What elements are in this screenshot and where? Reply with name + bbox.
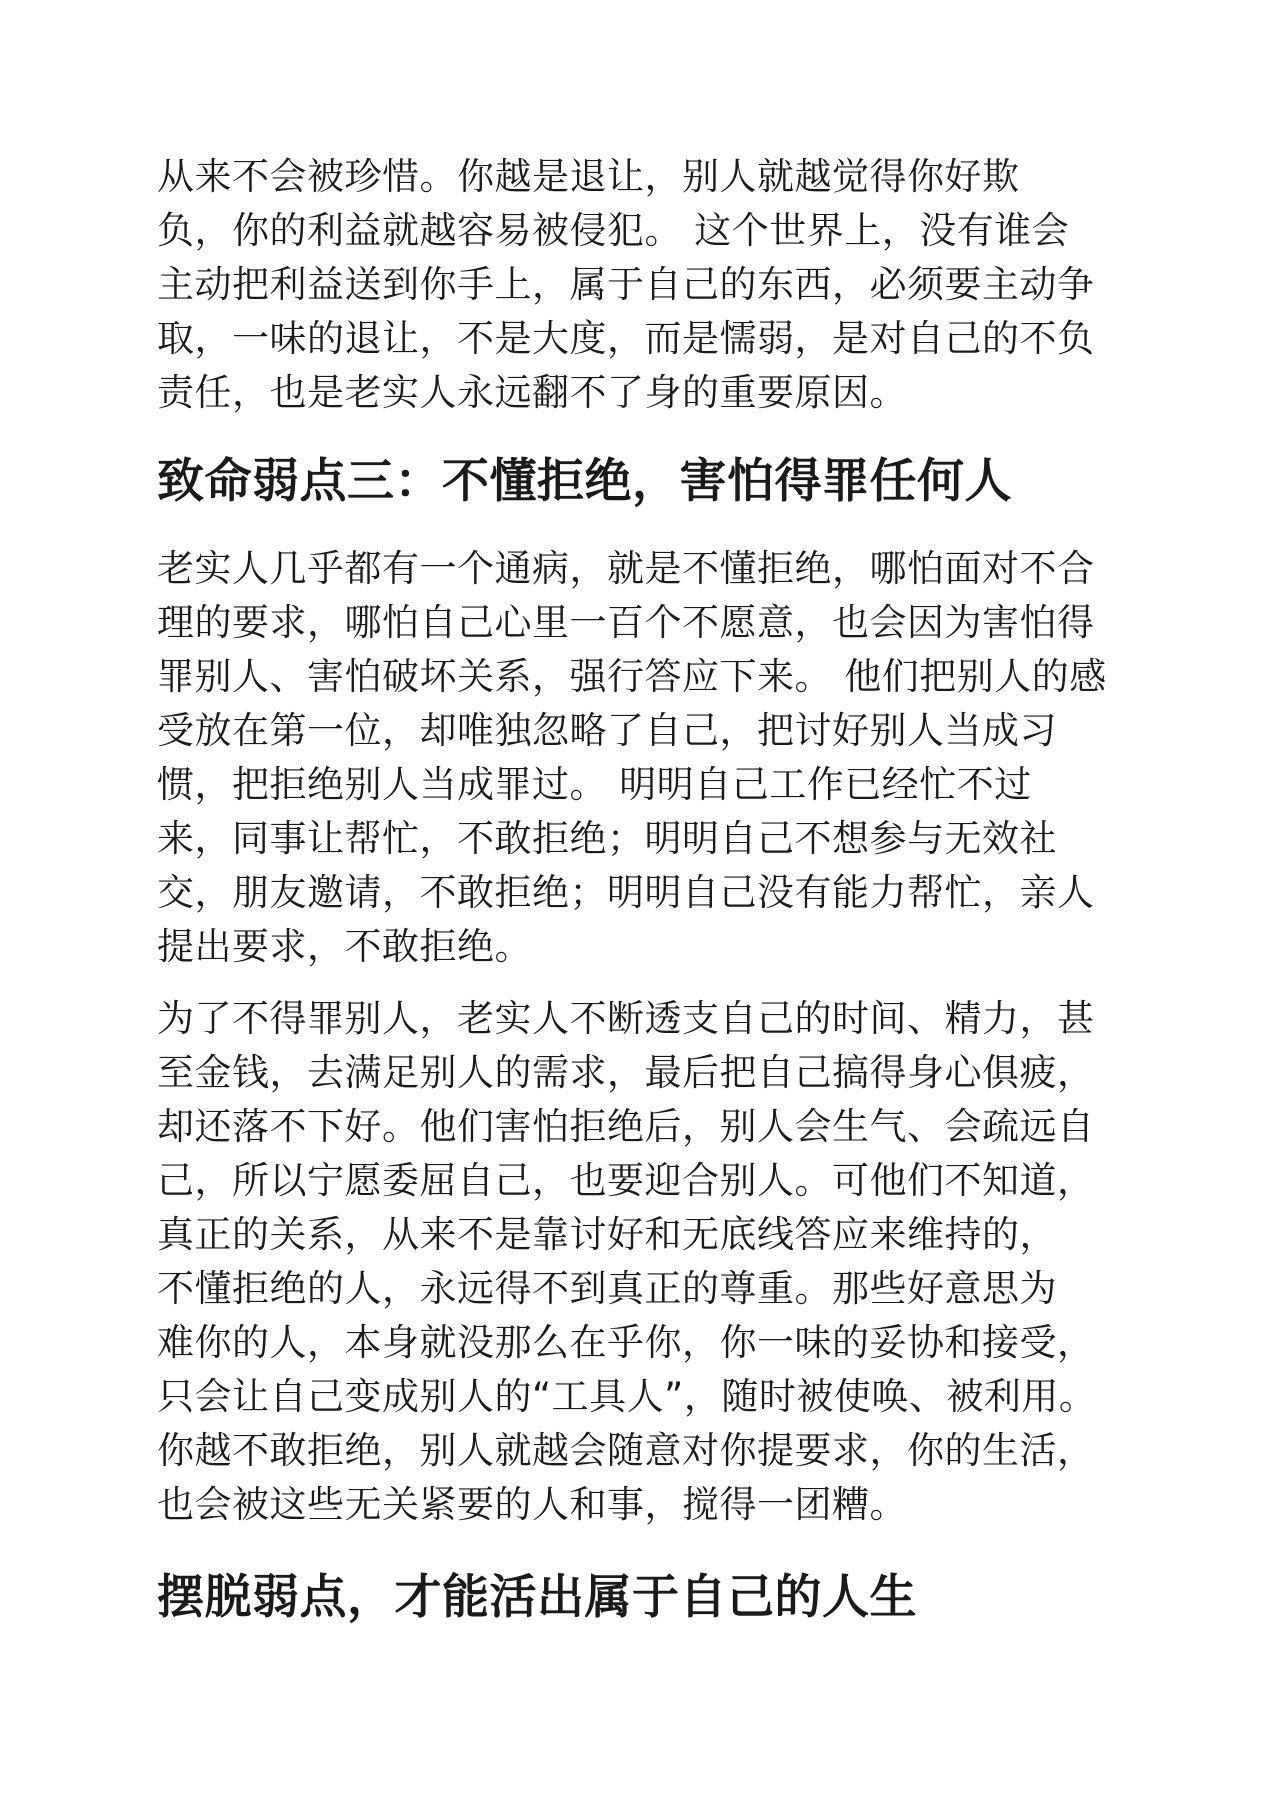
text-line: 难你的人，本身就没那么在乎你，你一味的妥协和接受， <box>157 1321 1095 1364</box>
text-line: 提出要求，不敢拒绝。 <box>157 925 532 968</box>
text-line: 主动把利益送到你手上，属于自己的东西，必须要主动争 <box>157 263 1095 306</box>
text-line: 理的要求，哪怕自己心里一百个不愿意，也会因为害怕得 <box>157 601 1095 644</box>
text-line: 己，所以宁愿委屈自己，也要迎合别人。可他们不知道， <box>157 1159 1095 1202</box>
text-line: 责任，也是老实人永远翻不了身的重要原因。 <box>157 371 907 414</box>
text-line: 惯，把拒绝别人当成罪过。 明明自己工作已经忙不过 <box>157 763 1032 806</box>
text-line: 罪别人、害怕破坏关系，强行答应下来。 他们把别人的感 <box>157 655 1107 698</box>
text-line: 却还落不下好。他们害怕拒绝后，别人会生气、会疏远自 <box>157 1105 1095 1148</box>
text-line: 交，朋友邀请，不敢拒绝；明明自己没有能力帮忙，亲人 <box>157 871 1095 914</box>
section-heading-final: 摆脱弱点，才能活出属于自己的人生 <box>157 1570 917 1625</box>
text-line: 为了不得罪别人，老实人不断透支自己的时间、精力，甚 <box>157 997 1095 1040</box>
text-line: 负，你的利益就越容易被侵犯。 这个世界上，没有谁会 <box>157 209 1070 252</box>
text-line: 取，一味的退让，不是大度，而是懦弱，是对自己的不负 <box>157 317 1095 360</box>
text-line: 受放在第一位，却唯独忽略了自己，把讨好别人当成习 <box>157 709 1057 752</box>
text-line: 至金钱，去满足别人的需求，最后把自己搞得身心俱疲， <box>157 1051 1095 1094</box>
text-line: 也会被这些无关紧要的人和事，搅得一团糟。 <box>157 1483 907 1526</box>
text-line: 不懂拒绝的人，永远得不到真正的尊重。那些好意思为 <box>157 1267 1057 1310</box>
text-line: 来，同事让帮忙，不敢拒绝；明明自己不想参与无效社 <box>157 817 1057 860</box>
section-heading-weakness-three: 致命弱点三：不懂拒绝，害怕得罪任何人 <box>157 454 1012 509</box>
paragraph-intro <box>157 150 1123 420</box>
paragraph-section-b <box>157 992 1123 1532</box>
paragraph-section-a <box>157 542 1123 974</box>
text-line: 只会让自己变成别人的“工具人”，随时被使唤、被利用。 <box>157 1375 1097 1418</box>
text-line: 真正的关系，从来不是靠讨好和无底线答应来维持的， <box>157 1213 1057 1256</box>
text-line: 你越不敢拒绝，别人就越会随意对你提要求，你的生活， <box>157 1429 1095 1472</box>
text-line: 老实人几乎都有一个通病，就是不懂拒绝，哪怕面对不合 <box>157 547 1095 590</box>
text-line: 从来不会被珍惜。你越是退让，别人就越觉得你好欺 <box>157 155 1020 198</box>
